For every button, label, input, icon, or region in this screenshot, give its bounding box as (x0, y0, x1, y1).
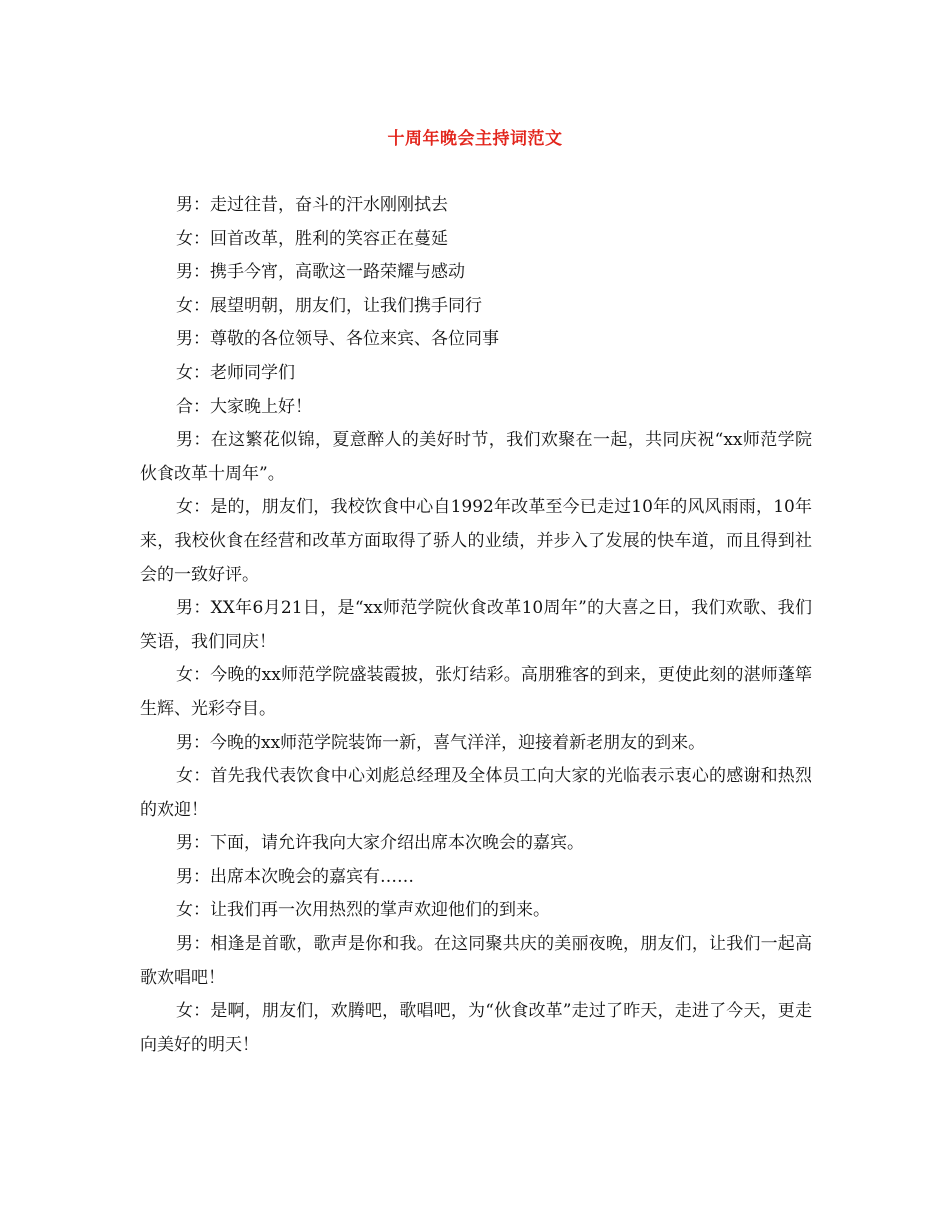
paragraph: 女：回首改革，胜利的笑容正在蔓延 (176, 228, 448, 249)
paragraph: 女：首先我代表饮食中心刘彪总经理及全体员工向大家的光临表示衷心的感谢和热烈的欢迎！ (140, 766, 812, 820)
paragraph: 男：携手今宵，高歌这一路荣耀与感动 (176, 262, 465, 283)
document-body (140, 189, 812, 1062)
paragraph: 女：是的，朋友们，我校饮食中心自1992年改革至今已走过10年的风风雨雨，10年来，我校伙食在经营和改革方面取得了骄人的业绩，并步入了发展的快车道，而且得到社会的一致好评。 (140, 497, 812, 585)
paragraph: 女：让我们再一次用热烈的掌声欢迎他们的到来。 (176, 900, 550, 921)
paragraph: 男：XX年6月21日，是“xx师范学院伙食改革10周年”的大喜之日，我们欢歌、我们笑语，我们同庆！ (140, 598, 812, 652)
paragraph: 女：老师同学们 (176, 362, 295, 383)
document-title: 十周年晚会主持词范文 (387, 129, 563, 149)
paragraph: 男：相逢是首歌，歌声是你和我。在这同聚共庆的美丽夜晚，朋友们，让我们一起高歌欢唱吧！ (140, 934, 812, 988)
paragraph: 女：今晚的xx师范学院盛装霞披，张灯结彩。高朋雅客的到来，更使此刻的湛师蓬筚生辉、光彩夺目。 (140, 665, 812, 719)
paragraph: 合：大家晚上好！ (176, 396, 312, 417)
paragraph: 男：尊敬的各位领导、各位来宾、各位同事 (176, 329, 499, 350)
paragraph: 男：出席本次晚会的嘉宾有…… (176, 866, 414, 887)
paragraph: 女：展望明朝，朋友们，让我们携手同行 (176, 295, 482, 316)
paragraph: 男：下面，请允许我向大家介绍出席本次晚会的嘉宾。 (176, 833, 584, 854)
paragraph: 女：是啊，朋友们，欢腾吧，歌唱吧，为“伙食改革”走过了昨天，走进了今天，更走向美好的明天！ (140, 1001, 812, 1055)
paragraph: 男：在这繁花似锦，夏意醉人的美好时节，我们欢聚在一起，共同庆祝“xx师范学院伙食改革十周年”。 (140, 430, 812, 484)
paragraph: 男：今晚的xx师范学院装饰一新，喜气洋洋，迎接着新老朋友的到来。 (176, 732, 706, 753)
paragraph: 男：走过往昔，奋斗的汗水刚刚拭去 (176, 195, 448, 215)
